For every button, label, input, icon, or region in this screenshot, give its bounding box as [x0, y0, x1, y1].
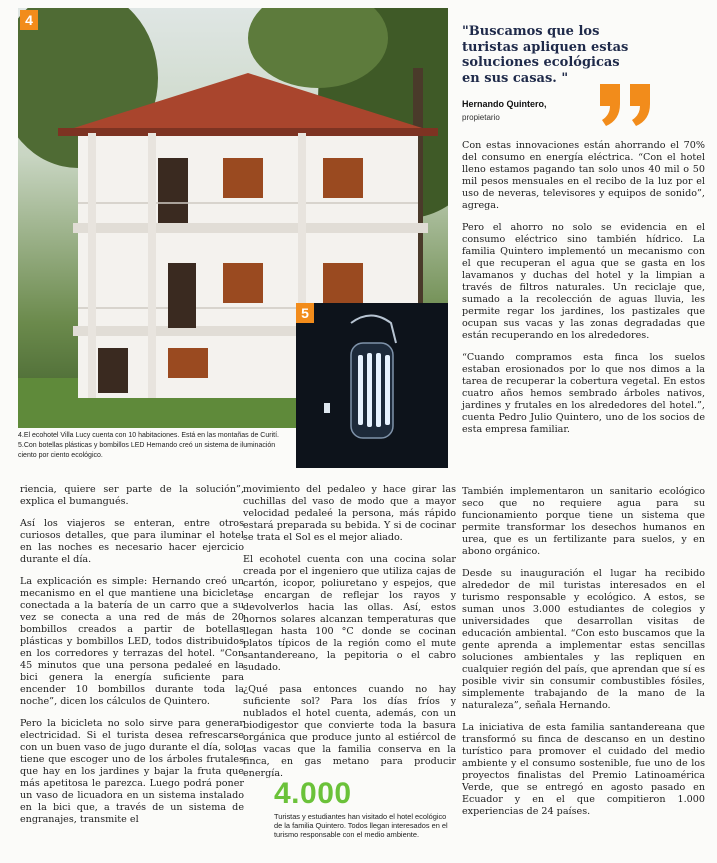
right-column-lower: [462, 486, 705, 828]
photo-number-badge: 5: [296, 303, 314, 323]
body-column-1: [20, 484, 244, 836]
paragraph: Pero el ahorro no solo se evidencia en el consumo eléctrico sino también hídrico. La familia Quintero implementó un mecanismo con el que recuperan el agua que se gasta en los lavamanos y duchas del hotel y la limpian a través de filtros naturales. Un reciclaje que, sumado a la recolección de aguas lluvia, les permite regar los jardines, los pastizales que ocupan sus vacas y las zonas degradadas que están recuperando en los alrededores.: [462, 222, 705, 341]
led-bottle-photo: [296, 303, 448, 468]
paragraph: El ecohotel cuenta con una cocina solar creada por el ingeniero que utiliza cajas de cartón, icopor, poliuretano y espejos, que se encargan de reflejar los rayos y devolverlos hacia las ollas. Así, estos hornos solares alcanzan temperaturas que llegan hasta 100 °C donde se cocinan platos típicos de la región como el mute santandereano, la pepitoria o el cabro sudado.: [243, 554, 456, 673]
paragraph: Con estas innovaciones están ahorrando el 70% del consumo en energía eléctrica. “Con el hotel lleno estamos pagando tan solo unos 40 mil o 50 mil pesos mensuales en el recibo de la luz por el uso de neveras, televisores y equipos de sonido”, agrega.: [462, 140, 705, 211]
paragraph: La iniciativa de esta familia santandereana que transformó su finca de descanso en un destino turístico para promover el cuidado del medio ambiente y el consumo sostenible, fue uno de los proyectos finalistas del Premio Latinoamérica Verde, que se entregó en agosto pasado en Ecuador y en el que compitieron 1.000 experiencias de 24 países.: [462, 722, 705, 817]
stat-number: 4.000: [274, 777, 352, 810]
paragraph: ¿Qué pasa entonces cuando no hay suficiente sol? Para los días fríos y nublados el hotel cuenta, además, con un biodigestor que convierte toda la basura orgánica que produce junto al estiércol de las vacas que la familia conserva en la finca, en gas metano para producir energía.: [243, 684, 456, 779]
paragraph: Desde su inauguración el lugar ha recibido alrededor de mil turistas interesados en el turismo responsable y ecológico. A estos, se suman unos 3.000 estudiantes de colegios y universidades que desarrollan visitas de educación ambiental. “Con esto buscamos que la gente aprenda a implementar estas sencillas soluciones ambientales y las repliquen en cualquier región del país, que aprendan que sí es posible vivir sin consumir combustibles fósiles, simplemente trabajando de la mano de la naturaleza”, señala Hernando.: [462, 568, 705, 711]
paragraph: movimiento del pedaleo y hace girar las cuchillas del vaso de modo que a mayor velocidad pedaleé la persona, más rápido estará preparada su bebida. Y si de cocinar se trata el Sol es el mejor aliado.: [243, 484, 456, 543]
photo-number-badge: 4: [20, 10, 38, 30]
stat-box: [274, 778, 454, 840]
caption-line: 4.El ecohotel Villa Lucy cuenta con 10 habitaciones. Está en las montañas de Curití.: [18, 432, 279, 439]
photo-captions: [18, 431, 293, 461]
caption-line: 5.Con botellas plásticas y bombillos LED Hernando creó un sistema de iluminación ciento por ciento ecológico.: [18, 442, 276, 459]
stat-description: Turistas y estudiantes han visitado el hotel ecológico de la familia Quintero. Todos llegan interesados en el turismo responsable con el medio ambiente.: [274, 812, 448, 840]
led-bottle-illustration: [296, 303, 448, 468]
pull-quote: "Buscamos que los turistas apliquen estas soluciones ecológicas en sus casas. ": [462, 24, 629, 86]
paragraph: Así los viajeros se enteran, entre otros curiosos detalles, que para iluminar el hotel en las noches es necesario hacer ejercicio durante el día.: [20, 518, 244, 565]
body-column-2: [243, 484, 456, 790]
quotation-marks-icon: [596, 82, 656, 126]
paragraph: La explicación es simple: Hernando creó un mecanismo en el que mantiene una bicicleta conectada a la batería de un carro que a su vez se conecta a una red de más de 20 bombillos creados a partir de botellas plásticas y bombillos LED, todos distribuidos en los corredores y terrazas del hotel. “Con 45 minutos que una persona pedaleé en la bici genera la energía suficiente para encender 10 bombillos durante toda la noche”, dicen los cálculos de Quintero.: [20, 576, 244, 707]
right-column-upper: [462, 140, 705, 446]
paragraph: Pero la bicicleta no solo sirve para generar electricidad. Si el turista desea refrescarse con un buen vaso de jugo durante el día, solo tiene que escoger uno de los árboles frutales que hay en los jardines y bajar la fruta que más apetitosa le parezca. Luego podrá poner un vaso de licuadora en un sistema instalado en la bici que, a través de un sistema de engranajes, transmite el: [20, 718, 244, 825]
paragraph: “Cuando compramos esta finca los suelos estaban erosionados por lo que nos dimos a la tarea de recuperar la cobertura vegetal. En estos cuatro años hemos sembrado árboles nativos, jardines y frutales en los alrededores del hotel.”, cuenta Pedro Julio Quintero, uno de los socios de esta empresa familiar.: [462, 352, 705, 435]
quote-role: propietario: [462, 113, 500, 122]
paragraph: También implementaron un sanitario ecológico seco que no requiere agua para su funcionamiento porque tiene un sistema que permite transformar los desechos humanos en urea, que es un fertilizante para suelos, y en abono orgánico.: [462, 486, 705, 557]
quote-author: Hernando Quintero,: [462, 99, 547, 109]
paragraph: riencia, quiere ser parte de la solución”, explica el bumangués.: [20, 484, 244, 507]
